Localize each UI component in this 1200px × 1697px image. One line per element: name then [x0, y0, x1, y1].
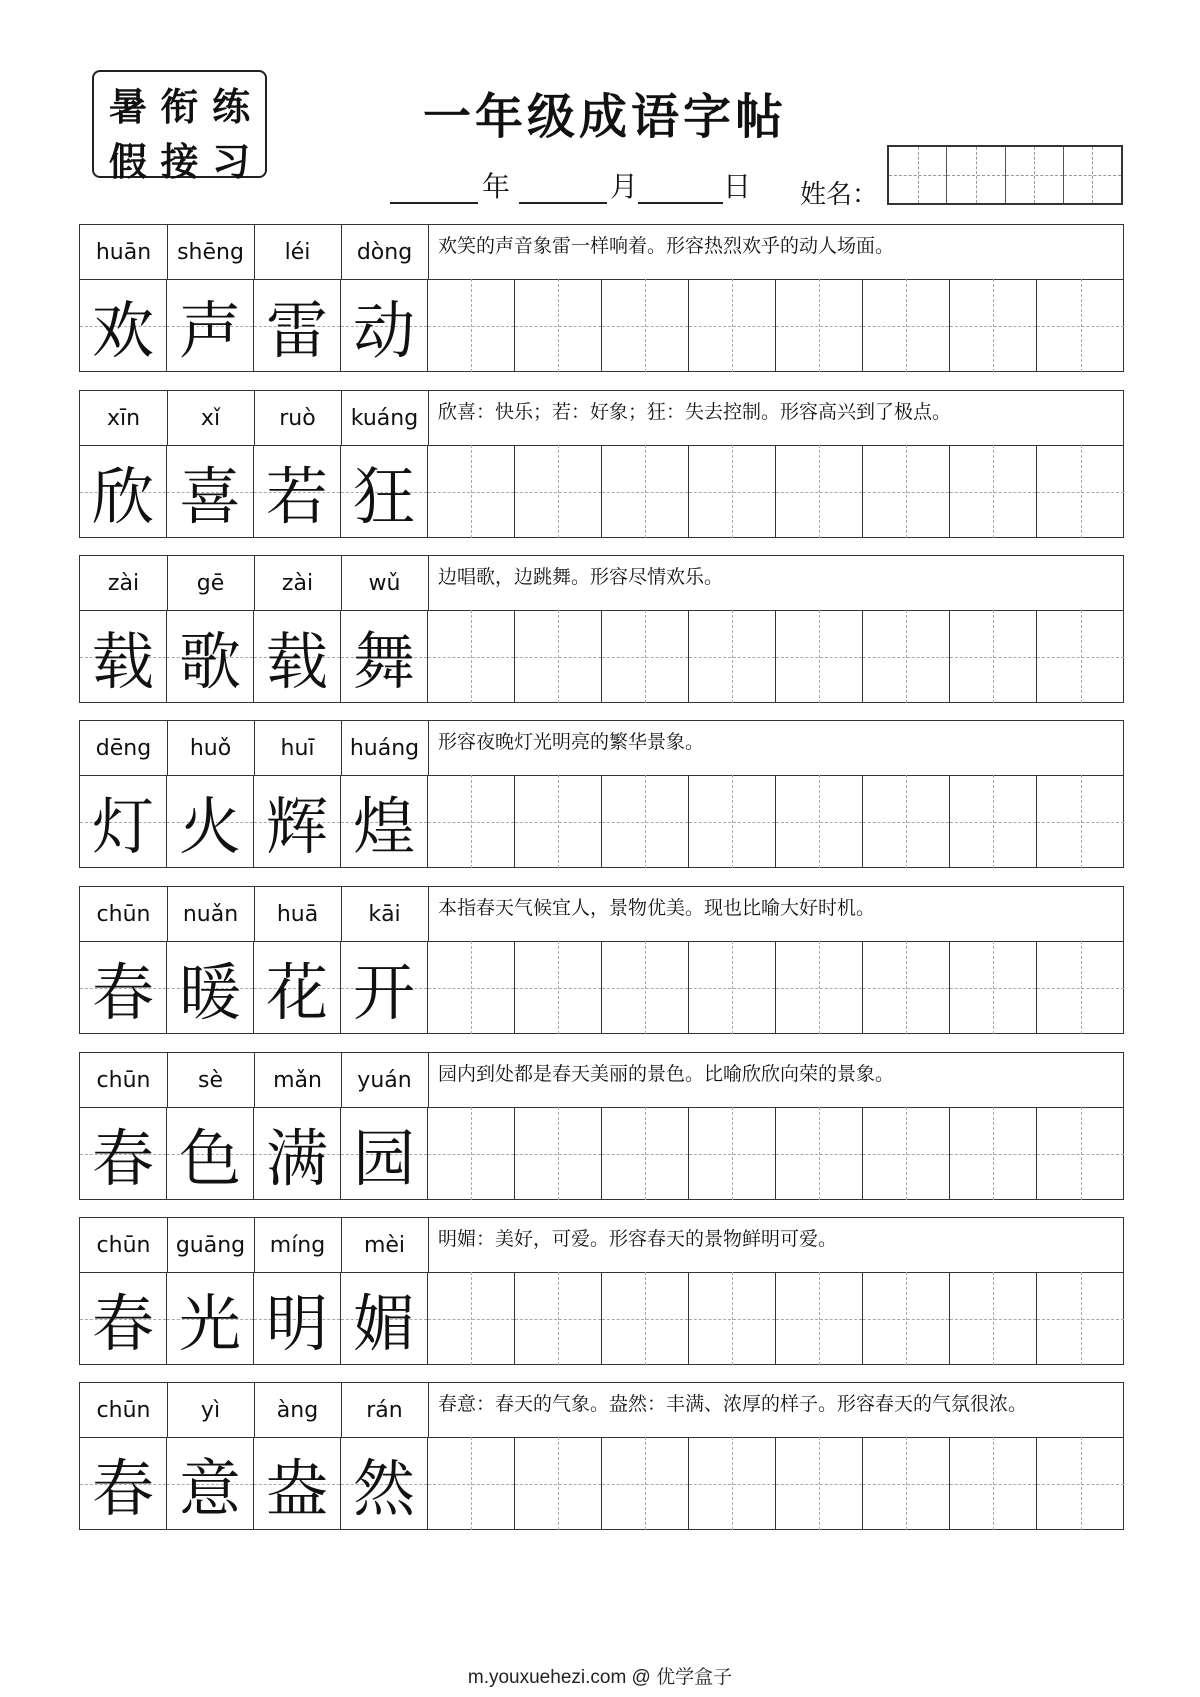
pinyin-row [80, 887, 1123, 942]
practice-cell[interactable] [428, 610, 515, 703]
model-character: 狂 [352, 460, 415, 533]
practice-cell[interactable] [428, 775, 515, 868]
practice-cell[interactable] [689, 445, 776, 538]
model-character-cell [341, 1437, 428, 1530]
idiom-block [79, 1217, 1124, 1365]
model-character: 春 [91, 1287, 154, 1360]
model-character: 春 [91, 1452, 154, 1525]
practice-cell[interactable] [689, 279, 776, 372]
model-character: 雷 [265, 294, 328, 367]
pinyin-label: xǐ [167, 391, 255, 445]
model-character-cell [254, 941, 341, 1034]
idiom-block [79, 1052, 1124, 1200]
idiom-meaning: 园内到处都是春天美丽的景色。比喻欣欣向荣的景象。 [438, 1063, 895, 1085]
practice-cell[interactable] [602, 445, 689, 538]
practice-cell[interactable] [776, 445, 863, 538]
practice-cell[interactable] [689, 1437, 776, 1530]
character-row [80, 1272, 1123, 1365]
practice-cell[interactable] [1037, 1107, 1124, 1200]
pinyin-label: àng [254, 1383, 342, 1437]
pinyin-row [80, 721, 1123, 776]
practice-cell[interactable] [863, 610, 950, 703]
pinyin-label: chūn [80, 1383, 168, 1437]
pinyin-label: chūn [80, 887, 168, 941]
pinyin-label: dòng [341, 225, 429, 279]
practice-cell[interactable] [863, 279, 950, 372]
pinyin-label: mèi [341, 1218, 429, 1272]
model-character-cell [341, 1272, 428, 1365]
model-character-cell [80, 610, 167, 703]
practice-cell[interactable] [776, 775, 863, 868]
model-character: 光 [178, 1287, 241, 1360]
model-character: 若 [265, 460, 328, 533]
pinyin-label: zài [80, 556, 168, 610]
model-character: 载 [265, 625, 328, 698]
character-row [80, 941, 1123, 1034]
practice-cell[interactable] [863, 1437, 950, 1530]
practice-cell[interactable] [1037, 775, 1124, 868]
idiom-block [79, 1382, 1124, 1530]
model-character: 喜 [178, 460, 241, 533]
model-character-cell [80, 941, 167, 1034]
pinyin-label: guāng [167, 1218, 255, 1272]
model-character-cell [80, 1272, 167, 1365]
model-character-cell [254, 775, 341, 868]
model-character-cell [341, 445, 428, 538]
practice-cell[interactable] [1037, 610, 1124, 703]
model-character: 开 [352, 956, 415, 1029]
practice-cell[interactable] [428, 1437, 515, 1530]
model-character: 春 [91, 956, 154, 1029]
model-character: 声 [178, 294, 241, 367]
practice-cell[interactable] [950, 610, 1037, 703]
model-character-cell [167, 1107, 254, 1200]
idiom-meaning: 春意：春天的气象。盎然：丰满、浓厚的样子。形容春天的气氛很浓。 [438, 1393, 1028, 1415]
pinyin-row [80, 1383, 1123, 1438]
model-character: 色 [178, 1122, 241, 1195]
model-character-cell [254, 610, 341, 703]
model-character: 灯 [91, 790, 154, 863]
name-input-boxes[interactable] [887, 145, 1123, 205]
character-row [80, 775, 1123, 868]
practice-cell[interactable] [689, 610, 776, 703]
practice-cell[interactable] [1037, 445, 1124, 538]
practice-cell[interactable] [689, 775, 776, 868]
model-character: 然 [352, 1452, 415, 1525]
practice-cell[interactable] [428, 1107, 515, 1200]
stamp-char: 习 [212, 139, 251, 184]
model-character: 花 [265, 956, 328, 1029]
practice-cell[interactable] [428, 445, 515, 538]
model-character-cell [80, 1107, 167, 1200]
model-character-cell [80, 775, 167, 868]
practice-cell[interactable] [950, 279, 1037, 372]
pinyin-label: yì [167, 1383, 255, 1437]
model-character-cell [254, 279, 341, 372]
practice-cell[interactable] [428, 941, 515, 1034]
idiom-meaning: 形容夜晚灯光明亮的繁华景象。 [438, 731, 705, 753]
practice-cell[interactable] [863, 1272, 950, 1365]
practice-cell[interactable] [863, 941, 950, 1034]
practice-cell[interactable] [515, 941, 602, 1034]
practice-cell[interactable] [515, 445, 602, 538]
idiom-meaning: 边唱歌，边跳舞。形容尽情欢乐。 [438, 566, 724, 588]
practice-cell[interactable] [950, 445, 1037, 538]
pinyin-label: zài [254, 556, 342, 610]
model-character: 媚 [352, 1287, 415, 1360]
model-character: 辉 [265, 790, 328, 863]
pinyin-label: wǔ [341, 556, 429, 610]
pinyin-label: chūn [80, 1053, 168, 1107]
model-character-cell [341, 941, 428, 1034]
pinyin-label: xīn [80, 391, 168, 445]
practice-cell[interactable] [776, 1107, 863, 1200]
practice-cell[interactable] [515, 775, 602, 868]
practice-cell[interactable] [950, 1437, 1037, 1530]
stamp-char: 练 [212, 84, 251, 129]
character-row [80, 1107, 1123, 1200]
pinyin-row [80, 1053, 1123, 1108]
character-row [80, 279, 1123, 372]
pinyin-label: yuán [341, 1053, 429, 1107]
stamp-char: 衔 [160, 84, 199, 129]
practice-cell[interactable] [602, 1437, 689, 1530]
model-character-cell [80, 445, 167, 538]
idiom-meaning: 明媚：美好，可爱。形容春天的景物鲜明可爱。 [438, 1228, 838, 1250]
pinyin-label: léi [254, 225, 342, 279]
practice-cell[interactable] [950, 775, 1037, 868]
pinyin-row [80, 556, 1123, 611]
model-character-cell [254, 1107, 341, 1200]
year-label: 年 [482, 170, 511, 203]
practice-cell[interactable] [776, 1272, 863, 1365]
pinyin-label: huān [80, 225, 168, 279]
pinyin-label: shēng [167, 225, 255, 279]
practice-cell[interactable] [1037, 279, 1124, 372]
name-label: 姓名： [800, 180, 879, 210]
stamp-char: 接 [160, 139, 199, 184]
model-character: 歌 [178, 625, 241, 698]
practice-cell[interactable] [602, 775, 689, 868]
pinyin-label: kāi [341, 887, 429, 941]
character-row [80, 445, 1123, 538]
model-character-cell [254, 1272, 341, 1365]
practice-cell[interactable] [950, 1272, 1037, 1365]
day-label: 日 [723, 170, 752, 203]
model-character-cell [167, 1437, 254, 1530]
character-row [80, 610, 1123, 703]
pinyin-label: nuǎn [167, 887, 255, 941]
model-character: 暖 [178, 956, 241, 1029]
pinyin-row [80, 1218, 1123, 1273]
pinyin-label: huā [254, 887, 342, 941]
practice-cell[interactable] [1037, 941, 1124, 1034]
practice-cell[interactable] [428, 1272, 515, 1365]
model-character: 盎 [265, 1452, 328, 1525]
practice-cell[interactable] [1037, 1437, 1124, 1530]
practice-cell[interactable] [950, 941, 1037, 1034]
model-character: 舞 [352, 625, 415, 698]
pinyin-label: sè [167, 1053, 255, 1107]
model-character-cell [254, 1437, 341, 1530]
model-character: 满 [265, 1122, 328, 1195]
practice-cell[interactable] [776, 279, 863, 372]
pinyin-label: huáng [341, 721, 429, 775]
pinyin-label: huǒ [167, 721, 255, 775]
practice-cell[interactable] [689, 1272, 776, 1365]
idiom-meaning: 欢笑的声音象雷一样响着。形容热烈欢乎的动人场面。 [438, 235, 895, 257]
model-character: 园 [352, 1122, 415, 1195]
stamp-char: 假 [108, 139, 147, 184]
character-row [80, 1437, 1123, 1530]
model-character-cell [254, 445, 341, 538]
year-blank[interactable] [390, 166, 478, 204]
model-character: 动 [352, 294, 415, 367]
practice-cell[interactable] [689, 1107, 776, 1200]
idiom-meaning: 欣喜：快乐；若：好象；狂：失去控制。形容高兴到了极点。 [438, 401, 952, 423]
stamp-char: 暑 [108, 84, 147, 129]
model-character-cell [167, 1272, 254, 1365]
idiom-meaning: 本指春天气候宜人，景物优美。现也比喻大好时机。 [438, 897, 876, 919]
model-character: 煌 [352, 790, 415, 863]
practice-cell[interactable] [515, 610, 602, 703]
model-character: 明 [265, 1287, 328, 1360]
practice-cell[interactable] [863, 1107, 950, 1200]
idiom-block [79, 390, 1124, 538]
idiom-block [79, 886, 1124, 1034]
practice-cell[interactable] [776, 1437, 863, 1530]
pinyin-row [80, 391, 1123, 446]
practice-cell[interactable] [602, 1272, 689, 1365]
practice-cell[interactable] [515, 1437, 602, 1530]
idiom-block [79, 720, 1124, 868]
month-label: 月 [610, 170, 639, 203]
practice-cell[interactable] [515, 279, 602, 372]
model-character-cell [167, 610, 254, 703]
day-blank[interactable] [638, 166, 723, 204]
model-character: 载 [91, 625, 154, 698]
model-character: 春 [91, 1122, 154, 1195]
model-character-cell [167, 445, 254, 538]
month-blank[interactable] [519, 166, 607, 204]
summer-practice-stamp [92, 70, 267, 184]
model-character: 火 [178, 790, 241, 863]
pinyin-label: kuáng [341, 391, 429, 445]
model-character-cell [80, 279, 167, 372]
practice-cell[interactable] [602, 610, 689, 703]
model-character-cell [80, 1437, 167, 1530]
model-character: 意 [178, 1452, 241, 1525]
model-character: 欢 [91, 294, 154, 367]
practice-cell[interactable] [602, 941, 689, 1034]
pinyin-label: dēng [80, 721, 168, 775]
page-title: 一年级成语字帖 [422, 89, 787, 145]
practice-cell[interactable] [689, 941, 776, 1034]
model-character-cell [167, 279, 254, 372]
pinyin-label: chūn [80, 1218, 168, 1272]
model-character-cell [341, 610, 428, 703]
practice-cell[interactable] [428, 279, 515, 372]
pinyin-row [80, 225, 1123, 280]
practice-cell[interactable] [1037, 1272, 1124, 1365]
practice-cell[interactable] [863, 445, 950, 538]
model-character: 欣 [91, 460, 154, 533]
pinyin-label: huī [254, 721, 342, 775]
practice-cell[interactable] [602, 279, 689, 372]
pinyin-label: gē [167, 556, 255, 610]
model-character-cell [341, 1107, 428, 1200]
practice-cell[interactable] [776, 610, 863, 703]
practice-cell[interactable] [602, 1107, 689, 1200]
idiom-block [79, 555, 1124, 703]
practice-cell[interactable] [776, 941, 863, 1034]
pinyin-label: míng [254, 1218, 342, 1272]
practice-cell[interactable] [515, 1272, 602, 1365]
model-character-cell [341, 775, 428, 868]
practice-cell[interactable] [950, 1107, 1037, 1200]
pinyin-label: ruò [254, 391, 342, 445]
idiom-block [79, 224, 1124, 372]
practice-cell[interactable] [863, 775, 950, 868]
model-character-cell [167, 941, 254, 1034]
model-character-cell [341, 279, 428, 372]
footer-credit: m.youxuehezi.com @ 优学盒子 [467, 1667, 733, 1688]
practice-cell[interactable] [515, 1107, 602, 1200]
pinyin-label: rán [341, 1383, 429, 1437]
model-character-cell [167, 775, 254, 868]
pinyin-label: mǎn [254, 1053, 342, 1107]
